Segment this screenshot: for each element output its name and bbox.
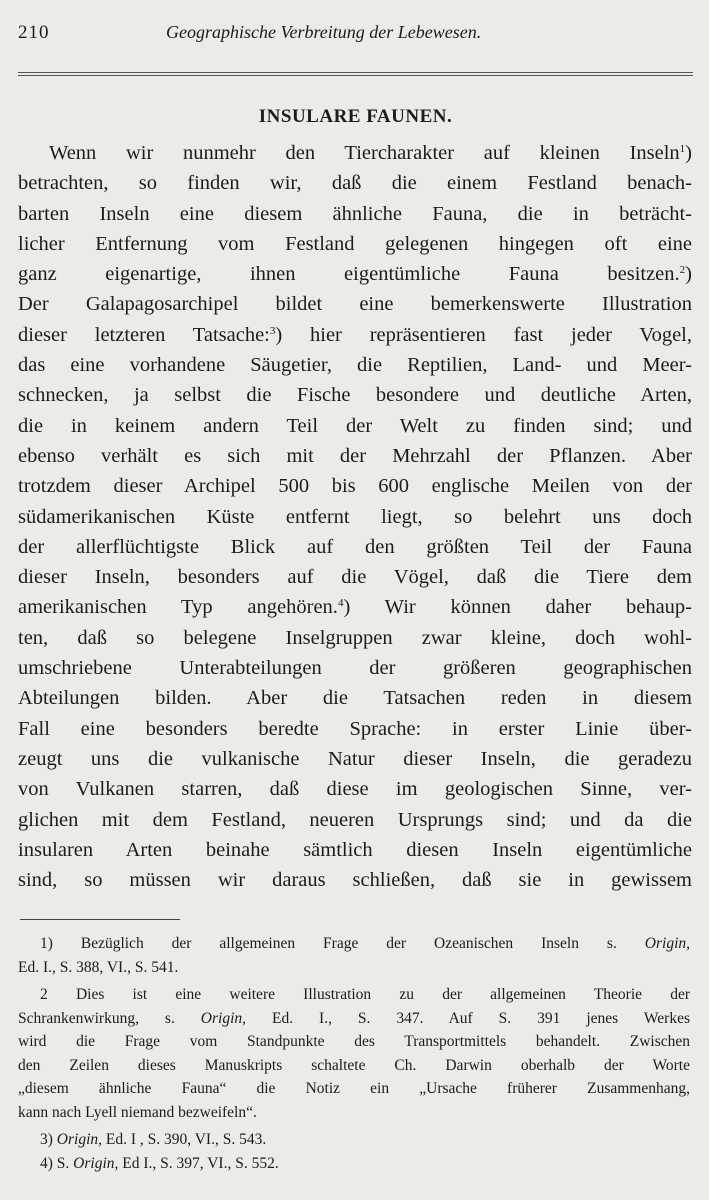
body-line: zeugt uns die vulkanische Natur dieser Inseln, die geradezu — [18, 747, 692, 770]
body-line: schnecken, ja selbst die Fische besondere und deutliche Arten, — [18, 384, 692, 407]
footnote-2-cont: kann nach Lyell niemand bezweifeln“. — [18, 1103, 257, 1121]
body-text — [18, 138, 693, 895]
body-line: Der Galapagosarchipel bildet eine bemerkenswerte Illustration — [18, 293, 692, 316]
body-line: von Vulkanen starren, daß diese im geologischen Sinne, ver- — [18, 778, 692, 801]
running-head — [18, 22, 693, 44]
body-line: betrachten, so finden wir, daß die einem Festland benach- — [18, 172, 692, 195]
footnote-ref: 3 — [269, 324, 276, 337]
body-line: Abteilungen bilden. Aber die Tatsachen reden in diesem — [18, 687, 692, 710]
body-line: ten, daß so belegene Inselgruppen zwar kleine, doch wohl- — [18, 626, 692, 649]
body-line: dieser Inseln, besonders auf die Vögel, daß die Tiere dem — [18, 566, 692, 589]
footnote-3: 3) Origin, Ed. I , S. 390, VI., S. 543. — [40, 1131, 267, 1149]
footnote-ref: 1 — [679, 143, 686, 155]
body-line: trotzdem dieser Archipel 500 bis 600 englische Meilen von der — [18, 475, 692, 498]
body-line: insularen Arten beinahe sämtlich diesen Inseln eigentümliche — [18, 838, 692, 861]
footnote-2-cont: „diesem ähnliche Fauna“ die Notiz ein „Ursache früherer Zusammenhang, — [18, 1080, 690, 1098]
body-line: licher Entfernung vom Festland gelegenen hingegen oft eine — [18, 232, 692, 255]
body-line: amerikanischen Typ angehören.$^4$) Wir können daher behaup- — [18, 596, 692, 619]
footnote-4: 4) S. Origin, Ed I., S. 397, VI., S. 552. — [40, 1154, 279, 1172]
body-line: südamerikanischen Küste entfernt liegt, so belehrt uns doch — [18, 505, 692, 528]
footnote-1: 1) Bezüglich der allgemeinen Frage der Ozeanischen Inseln s. Origin, — [40, 935, 690, 953]
body-line: Wenn wir nunmehr den Tiercharakter auf kleinen Inseln$^1$) — [49, 142, 692, 164]
body-line: der allerflüchtigste Blick auf den größten Teil der Fauna — [18, 535, 692, 558]
body-line: das eine vorhandene Säugetier, die Reptilien, Land- und Meer- — [18, 354, 692, 377]
footnote-2-cont: Schrankenwirkung, s. Origin, Ed. I., S. 347. Auf S. 391 jenes Werkes — [18, 1009, 690, 1027]
body-line: Fall eine besonders beredte Sprache: in erster Linie über- — [18, 717, 692, 740]
section-heading: INSULARE FAUNEN. — [258, 106, 453, 127]
body-line: glichen mit dem Festland, neueren Ursprungs sind; und da die — [18, 808, 692, 831]
header-double-rule — [18, 72, 693, 76]
body-line: die in keinem andern Teil der Welt zu finden sind; und — [18, 414, 692, 437]
footnote-divider — [20, 919, 180, 920]
body-line: ganz eigenartige, ihnen eigentümliche Fauna besitzen.$^2$) — [18, 263, 692, 286]
running-title: Geographische Verbreitung der Lebewesen. — [166, 22, 482, 42]
body-line: sind, so müssen wir daraus schließen, daß sie in gewissem — [18, 869, 692, 892]
footnote-2: 2 Dies ist eine weitere Illustration zu der allgemeinen Theorie der — [40, 986, 690, 1004]
footnote-ref: 4 — [337, 597, 344, 610]
footnote-2-cont: den Zeilen dieses Manuskripts schaltete Ch. Darwin oberhalb der Worte — [18, 1056, 690, 1074]
body-line: barten Inseln eine diesem ähnliche Fauna, die in beträcht- — [18, 202, 692, 225]
footnotes — [18, 932, 693, 1175]
footnote-ref: 2 — [679, 264, 686, 277]
page-number: 210 — [18, 22, 50, 43]
footnote-1-cont: Ed. I., S. 388, VI., S. 541. — [18, 958, 179, 976]
body-line: ebenso verhält es sich mit der Mehrzahl der Pflanzen. Aber — [18, 444, 692, 467]
body-line: umschriebene Unterabteilungen der größeren geographischen — [18, 657, 692, 680]
footnote-2-cont: wird die Frage vom Standpunkte des Transportmittels behandelt. Zwischen — [18, 1033, 690, 1051]
body-line: dieser letzteren Tatsache:$^3$) hier repräsentieren fast jeder Vogel, — [18, 323, 692, 346]
